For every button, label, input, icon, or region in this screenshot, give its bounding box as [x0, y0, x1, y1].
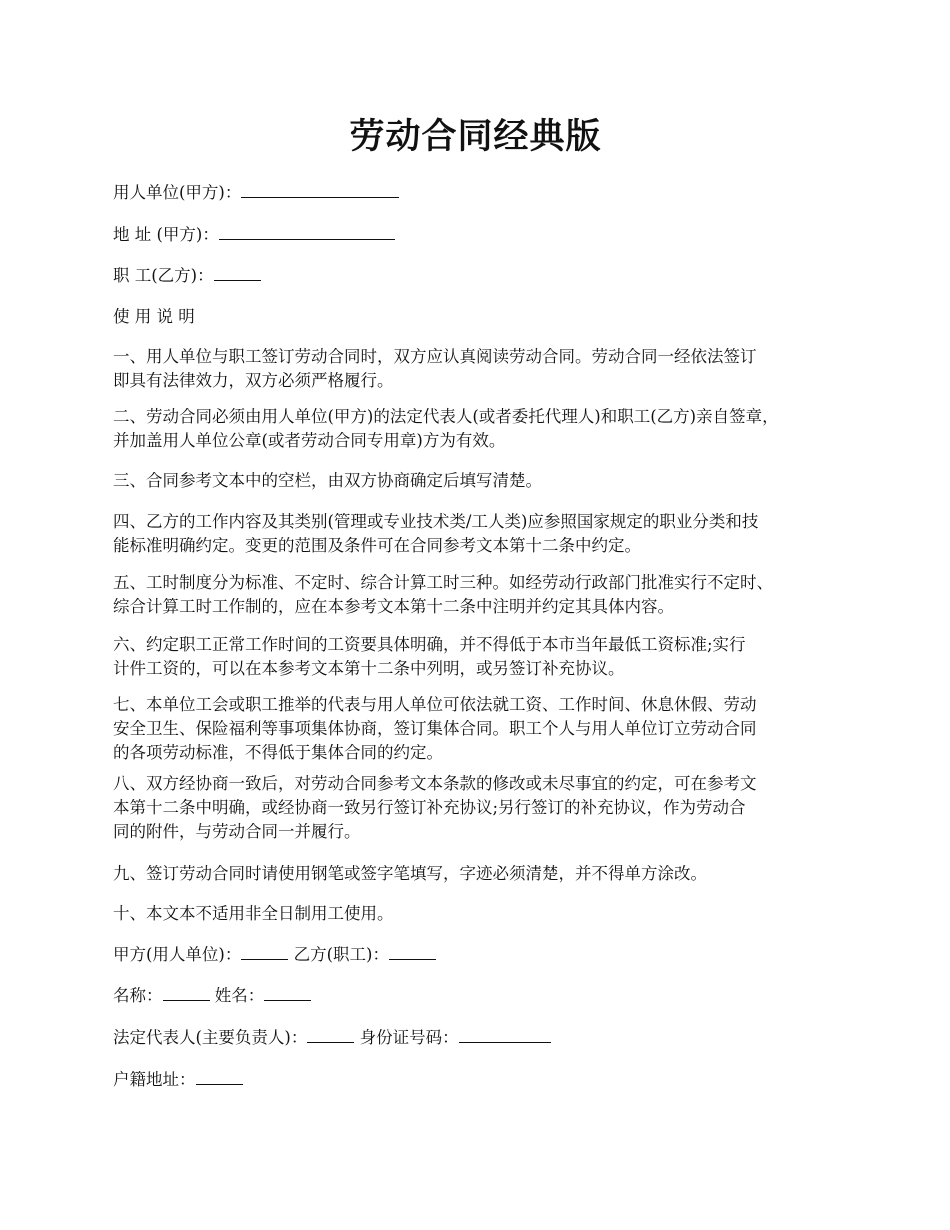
instruction-line: 六、约定职工正常工作时间的工资要具体明确，并不得低于本市当年最低工资标准;实行 — [113, 635, 746, 654]
instruction-line: 一、用人单位与职工签订劳动合同时，双方应认真阅读劳动合同。劳动合同一经依法签订 — [113, 347, 757, 366]
instruction-paragraph — [113, 693, 843, 765]
instruction-line: 九、签订劳动合同时请使用钢笔或签字笔填写，字迹必须清楚，并不得单方涂改。 — [113, 864, 707, 883]
address-label: 地 址 (甲方)： — [113, 225, 219, 244]
party-signature-row — [113, 943, 436, 967]
name-label: 名称： — [113, 986, 163, 1005]
instruction-paragraph — [113, 772, 843, 844]
instruction-paragraph — [113, 345, 843, 393]
instruction-paragraph — [113, 902, 843, 926]
employer-field — [113, 181, 399, 205]
instruction-paragraph — [113, 571, 843, 619]
instruction-line: 二、劳动合同必须由用人单位(甲方)的法定代表人(或者委托代理人)和职工(乙方)亲自签章， — [113, 407, 779, 426]
address-field — [113, 223, 395, 247]
instruction-line: 三、合同参考文本中的空栏，由双方协商确定后填写清楚。 — [113, 471, 542, 490]
employee-field — [113, 264, 261, 288]
name-row — [113, 984, 311, 1008]
id-blank[interactable] — [459, 1026, 551, 1043]
instruction-paragraph — [113, 405, 843, 453]
instructions-heading: 使 用 说 明 — [113, 307, 195, 326]
instruction-line: 八、双方经协商一致后，对劳动合同参考文本条款的修改或未尽事宜的约定，可在参考文 — [113, 774, 757, 793]
document-title: 劳动合同经典版 — [349, 116, 602, 157]
employee-blank[interactable] — [214, 264, 261, 281]
party-b-label: 乙方(职工)： — [293, 945, 389, 964]
instruction-paragraph — [113, 633, 843, 681]
legal-rep-row — [113, 1026, 551, 1050]
legal-rep-label: 法定代表人(主要负责人)： — [113, 1028, 308, 1047]
instruction-line: 七、本单位工会或职工推举的代表与用人单位可依法就工资、工作时间、休息休假、劳动 — [113, 695, 757, 714]
party-a-blank[interactable] — [241, 943, 288, 960]
employer-label: 用人单位(甲方)： — [113, 183, 242, 202]
legal-rep-blank[interactable] — [307, 1026, 354, 1043]
instruction-line: 安全卫生、保险福利等事项集体协商，签订集体合同。职工个人与用人单位订立劳动合同 — [113, 719, 757, 738]
person-name-label: 姓名： — [214, 986, 265, 1005]
address-blank[interactable] — [219, 223, 395, 240]
employer-blank[interactable] — [241, 181, 399, 198]
instruction-line: 即具有法律效力，双方必须严格履行。 — [113, 371, 394, 390]
party-b-blank[interactable] — [389, 943, 436, 960]
instruction-paragraph — [113, 469, 843, 493]
household-label: 户籍地址： — [113, 1070, 196, 1089]
instruction-paragraph — [113, 862, 843, 886]
household-blank[interactable] — [196, 1068, 243, 1085]
instruction-line: 能标准明确约定。变更的范围及条件可在合同参考文本第十二条中约定。 — [113, 536, 641, 555]
instruction-line: 并加盖用人单位公章(或者劳动合同专用章)方为有效。 — [113, 431, 506, 450]
employee-label: 职 工(乙方)： — [113, 266, 214, 285]
instruction-line: 的各项劳动标准，不得低于集体合同的约定。 — [113, 743, 443, 762]
name-blank[interactable] — [163, 984, 210, 1001]
instruction-line: 四、乙方的工作内容及其类别(管理或专业技术类/工人类)应参照国家规定的职业分类和技 — [113, 512, 759, 531]
instruction-line: 本第十二条中明确，或经协商一致另行签订补充协议;另行签订的补充协议，作为劳动合 — [113, 798, 746, 817]
instruction-line: 同的附件，与劳动合同一并履行。 — [113, 822, 361, 841]
instruction-line: 十、本文本不适用非全日制用工使用。 — [113, 904, 394, 923]
instruction-line: 计件工资的，可以在本参考文本第十二条中列明，或另签订补充协议。 — [113, 659, 625, 678]
id-label: 身份证号码： — [359, 1028, 459, 1047]
household-row — [113, 1068, 243, 1092]
person-name-blank[interactable] — [264, 984, 311, 1001]
instruction-line: 综合计算工时工作制的，应在本参考文本第十二条中注明并约定其具体内容。 — [113, 597, 674, 616]
party-a-label: 甲方(用人单位)： — [113, 945, 242, 964]
instruction-paragraph — [113, 510, 843, 558]
instruction-line: 五、工时制度分为标准、不定时、综合计算工时三种。如经劳动行政部门批准实行不定时、 — [113, 573, 773, 592]
